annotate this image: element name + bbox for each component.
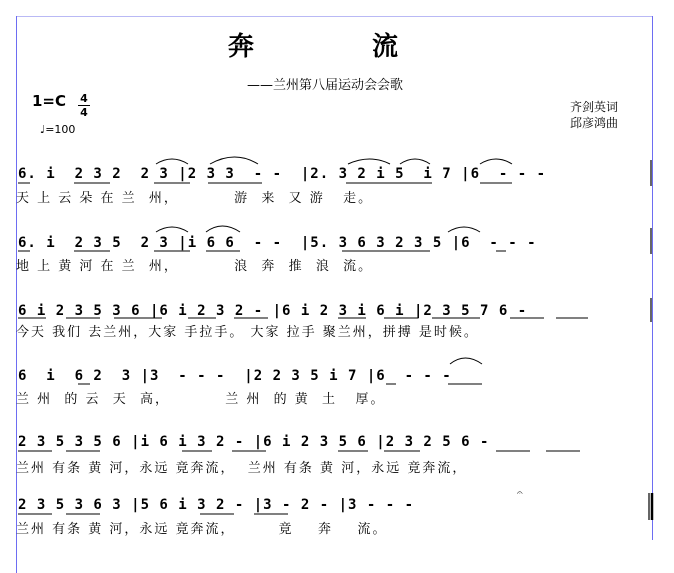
- notation-line-3: 6 i 2 3 5 3 6 |6 i 2 3 2 - |6 i 2 3 i 6 i |2 3 5 7 6 -: [18, 303, 528, 319]
- lyrics-line-3: 今天 我们 去兰州，大家 手拉手。 大家 拉手 聚兰州，拼搏 是时候。: [16, 325, 479, 340]
- notation-line-4: 6 i 6 2 3 |3 - - - |2 2 3 5 i 7 |6 - - -: [18, 368, 452, 384]
- time-signature-bottom: 4: [78, 105, 90, 119]
- composer-credit: 邱彦鸿曲: [570, 116, 619, 130]
- notation-line-6: 2 3 5 3 6 3 |5 6 i 3 2 - |3 - 2 - |3 - - -: [18, 497, 415, 513]
- page-frame-left: [16, 16, 17, 573]
- lyrics-line-6: 兰州 有条 黄 河，永远 竟奔流， 竟 奔 流。: [16, 522, 388, 537]
- lyrics-line-1: 天 上 云 朵 在 兰 州， 游 来 又 游 走。: [16, 191, 374, 206]
- song-subtitle: ——兰州第八届运动会会歌: [247, 78, 404, 93]
- notation-line-2: 6. i 2 3 5 2 3 |i 6 6 - - |5. 3 6 3 2 3 5 |6 - - -: [18, 235, 537, 251]
- key-signature: 1=C: [32, 92, 67, 110]
- lyrics-line-4: 兰 州 的 云 天 高， 兰 州 的 黄 土 厚。: [16, 392, 386, 407]
- lyrics-line-5: 兰州 有条 黄 河，永远 竟奔流， 兰州 有条 黄 河，永远 竟奔流，: [16, 461, 468, 476]
- time-signature-top: 4: [80, 92, 88, 105]
- song-title: 奔流: [228, 32, 517, 62]
- page-frame-top: [16, 16, 653, 17]
- notation-line-1: 6. i 2 3 2 2 3 |2 3 3 - - |2. 3 2 i 5 i 7 |6 - - -: [18, 166, 547, 182]
- lyrics-line-2: 地 上 黄 河 在 兰 州， 浪 奔 推 浪 流。: [16, 259, 374, 274]
- time-signature: [78, 92, 90, 119]
- lyricist-credit: 齐剑英词: [570, 100, 619, 114]
- tempo-marking: ♩=100: [40, 123, 76, 136]
- page-frame-right: [652, 16, 653, 540]
- notation-line-5: 2 3 5 3 5 6 |i 6 i 3 2 - |6 i 2 3 5 6 |2 3 2 5 6 -: [18, 434, 490, 450]
- svg-text:𝄐: 𝄐: [517, 488, 523, 499]
